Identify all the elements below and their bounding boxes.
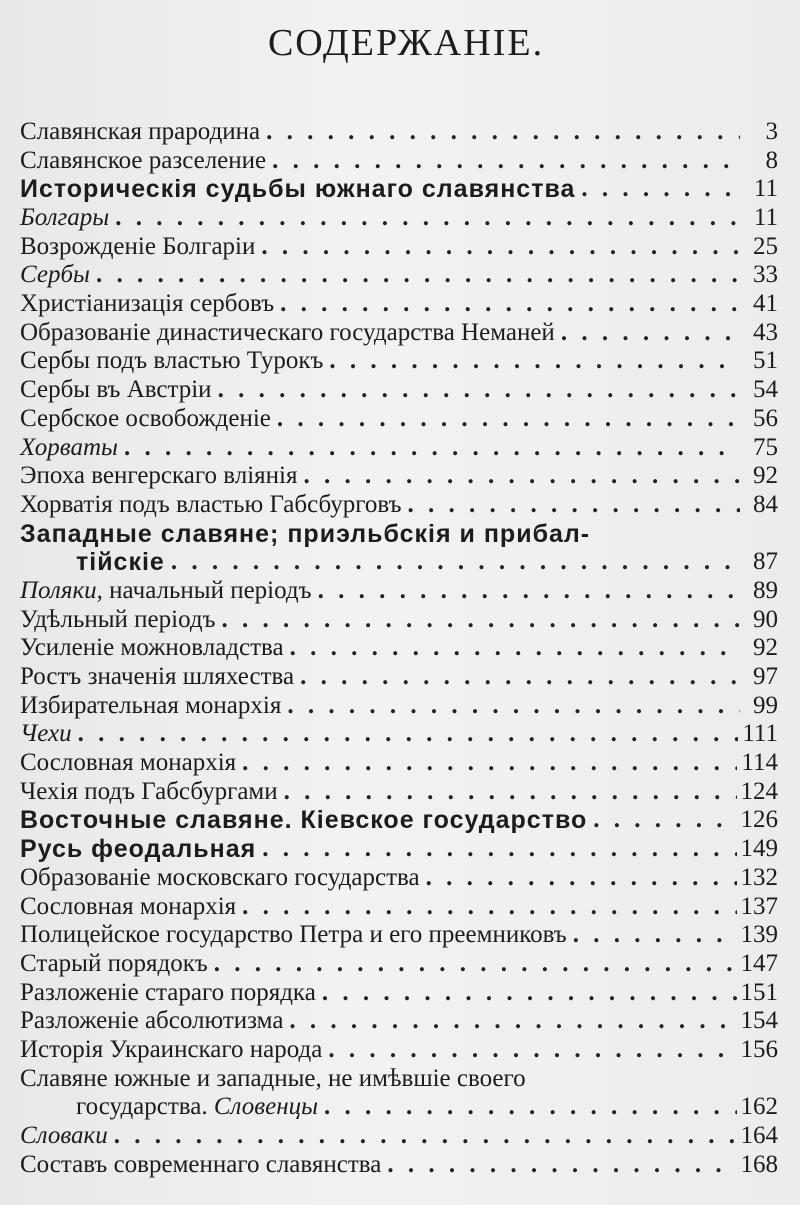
dot-leader bbox=[300, 663, 740, 692]
toc-entry-page-number: 75 bbox=[753, 433, 778, 461]
toc-entry bbox=[20, 663, 778, 692]
toc-entry-label: Сословная монархія bbox=[20, 892, 237, 920]
toc-entry bbox=[20, 175, 778, 204]
toc-entry-page-number: 154 bbox=[740, 1007, 778, 1035]
toc-entry-label: Чехи bbox=[20, 720, 72, 748]
toc-entry-label: Хорватія подъ властью Габсбурговъ bbox=[20, 490, 402, 518]
toc-entry bbox=[20, 577, 778, 606]
toc-entry-label: Восточные славяне. Кіевское государство bbox=[20, 806, 588, 835]
toc-entry-page-number: 54 bbox=[753, 376, 778, 404]
toc-entry-page-number: 92 bbox=[753, 462, 778, 490]
dot-leader bbox=[304, 462, 741, 491]
toc-entry-label: Сербское освобожденіе bbox=[20, 404, 271, 432]
toc-entry bbox=[20, 147, 778, 176]
toc-entry-label: Христіанизація сербовъ bbox=[20, 290, 275, 318]
table-of-contents bbox=[20, 118, 778, 1179]
toc-entry-page-number: 162 bbox=[740, 1093, 778, 1121]
dot-leader bbox=[124, 434, 740, 463]
toc-entry-label: Западные славяне; приэльбскія и прибал- bbox=[20, 519, 591, 548]
toc-entry bbox=[20, 634, 778, 663]
toc-entry bbox=[20, 462, 778, 491]
toc-entry-page-number: 43 bbox=[753, 318, 778, 346]
toc-entry bbox=[20, 1036, 778, 1065]
toc-entry-page-number: 92 bbox=[753, 634, 778, 662]
toc-entry bbox=[20, 233, 778, 262]
dot-leader bbox=[96, 261, 740, 290]
dot-leader bbox=[222, 606, 740, 635]
toc-entry-page-number: 124 bbox=[740, 777, 778, 805]
toc-entry-page-number: 126 bbox=[740, 806, 778, 834]
dot-leader bbox=[328, 1036, 736, 1065]
toc-entry bbox=[20, 204, 778, 233]
toc-entry-label: Славянская прародина bbox=[20, 117, 261, 145]
dot-leader bbox=[329, 347, 740, 376]
dot-leader bbox=[261, 233, 740, 262]
toc-entry-label: Эпоха венгерскаго вліянія bbox=[20, 462, 298, 490]
dot-leader bbox=[593, 806, 736, 835]
toc-entry bbox=[20, 434, 778, 463]
toc-entry-page-number: 51 bbox=[753, 347, 778, 375]
dot-leader bbox=[408, 491, 740, 520]
toc-entry-label-continued: государства. Словенцы bbox=[76, 1093, 319, 1121]
toc-entry bbox=[20, 606, 778, 635]
dot-leader bbox=[262, 835, 736, 864]
toc-entry bbox=[20, 893, 778, 922]
toc-entry-label: Удѣльный періодъ bbox=[20, 605, 216, 633]
dot-leader bbox=[78, 720, 739, 749]
toc-entry-page-number: 114 bbox=[741, 749, 778, 777]
toc-entry-label: Поляки, начальный періодъ bbox=[20, 576, 312, 604]
toc-entry-page-number: 89 bbox=[753, 576, 778, 604]
dot-leader bbox=[171, 548, 740, 577]
toc-entry-label-italic: Словенцы bbox=[213, 1093, 319, 1121]
toc-entry-page-number: 99 bbox=[753, 691, 778, 719]
dot-leader bbox=[322, 979, 737, 1008]
toc-entry-page-number: 87 bbox=[753, 548, 778, 576]
toc-entry bbox=[20, 778, 778, 807]
toc-entry-page-number: 151 bbox=[740, 978, 778, 1006]
dot-leader bbox=[242, 749, 737, 778]
toc-entry bbox=[20, 1122, 778, 1151]
toc-entry bbox=[20, 319, 778, 348]
toc-entry-label: Разложеніе стараго порядка bbox=[20, 978, 316, 1006]
dot-leader bbox=[277, 405, 740, 434]
toc-entry-label: Разложеніе абсолютизма bbox=[20, 1007, 284, 1035]
toc-entry bbox=[20, 405, 778, 434]
dot-leader bbox=[426, 864, 737, 893]
toc-entry-label: Возрожденіе Болгаріи bbox=[20, 232, 256, 260]
toc-entry-page-number: 11 bbox=[753, 204, 778, 232]
toc-entry bbox=[20, 348, 778, 377]
toc-entry-page-number: 139 bbox=[740, 921, 778, 949]
page-title: СОДЕРЖАНIЕ. bbox=[267, 22, 545, 64]
toc-entry-page-number: 3 bbox=[765, 117, 778, 145]
toc-entry-label: Сербы въ Австріи bbox=[20, 376, 212, 404]
toc-entry bbox=[20, 261, 778, 290]
dot-leader bbox=[214, 950, 737, 979]
toc-entry-page-number: 41 bbox=[753, 290, 778, 318]
toc-entry bbox=[20, 692, 778, 721]
toc-entry-label: Образованіе московскаго государства bbox=[20, 863, 420, 891]
toc-entry bbox=[20, 1151, 778, 1180]
toc-entry-page-number: 132 bbox=[740, 863, 778, 891]
toc-entry-page-number: 97 bbox=[753, 663, 778, 691]
toc-entry-page-number: 149 bbox=[740, 835, 778, 863]
toc-entry-label: Исторія Украинскаго народа bbox=[20, 1035, 323, 1063]
toc-entry bbox=[20, 864, 778, 893]
dot-leader bbox=[581, 175, 740, 204]
toc-entry-page-number: 156 bbox=[740, 1035, 778, 1063]
dot-leader bbox=[573, 921, 737, 950]
toc-entry-continuation bbox=[20, 1093, 778, 1122]
dot-leader bbox=[218, 376, 740, 405]
toc-entry-label: Болгары bbox=[20, 204, 110, 232]
dot-leader bbox=[242, 893, 736, 922]
toc-entry-label: Хорваты bbox=[20, 433, 118, 461]
toc-entry-page-number: 147 bbox=[740, 949, 778, 977]
toc-entry-page-number: 33 bbox=[753, 261, 778, 289]
toc-entry-label: Сербы подъ властью Турокъ bbox=[20, 347, 324, 375]
toc-entry-label: Усиленіе можновладства bbox=[20, 634, 284, 662]
toc-entry-continuation bbox=[20, 548, 778, 577]
toc-entry-label: Словаки bbox=[20, 1122, 108, 1150]
toc-entry bbox=[20, 491, 778, 520]
toc-entry bbox=[20, 118, 778, 147]
toc-entry-page-number: 25 bbox=[753, 232, 778, 260]
dot-leader bbox=[318, 577, 740, 606]
toc-entry-page-number: 56 bbox=[753, 404, 778, 432]
dot-leader bbox=[324, 1093, 736, 1122]
toc-entry bbox=[20, 520, 778, 577]
toc-entry-label-continued: тійскіе bbox=[76, 548, 165, 577]
toc-entry-page-number: 84 bbox=[753, 490, 778, 518]
dot-leader bbox=[290, 634, 740, 663]
toc-entry bbox=[20, 749, 778, 778]
toc-entry-page-number: 90 bbox=[753, 605, 778, 633]
toc-entry-label: Старый порядокъ bbox=[20, 949, 208, 977]
toc-entry bbox=[20, 1065, 778, 1122]
toc-entry-page-number: 8 bbox=[765, 146, 778, 174]
toc-entry-page-number: 11 bbox=[753, 175, 778, 203]
toc-entry-page-number: 164 bbox=[740, 1122, 778, 1150]
dot-leader bbox=[272, 147, 740, 176]
toc-entry bbox=[20, 1007, 778, 1036]
toc-entry-label: Составъ современнаго славянства bbox=[20, 1150, 382, 1178]
dot-leader bbox=[289, 1007, 736, 1036]
dot-leader bbox=[387, 1151, 736, 1180]
toc-entry bbox=[20, 807, 778, 836]
toc-entry-label: Русь феодальная bbox=[20, 835, 257, 864]
toc-entry-label: Чехія подъ Габсбургами bbox=[20, 777, 278, 805]
toc-entry-label: Сословная монархія bbox=[20, 749, 237, 777]
toc-entry-page-number: 137 bbox=[740, 892, 778, 920]
toc-entry-label-italic: Поляки, bbox=[20, 576, 103, 604]
toc-entry bbox=[20, 921, 778, 950]
dot-leader bbox=[115, 204, 740, 233]
toc-entry bbox=[20, 376, 778, 405]
toc-entry-label: Полицейское государство Петра и его преемниковъ bbox=[20, 921, 567, 949]
toc-entry-label: Избирательная монархія bbox=[20, 691, 282, 719]
dot-leader bbox=[287, 692, 740, 721]
dot-leader bbox=[561, 319, 740, 348]
toc-entry-label: Славяне южные и западные, не имѣвшіе своего bbox=[20, 1064, 526, 1092]
toc-entry bbox=[20, 950, 778, 979]
toc-entry-label: Ростъ значенія шляхества bbox=[20, 663, 295, 691]
toc-entry bbox=[20, 979, 778, 1008]
toc-entry-label: Образованіе династическаго государства Неманей bbox=[20, 318, 555, 346]
toc-entry bbox=[20, 290, 778, 319]
toc-entry-label: Славянское разселение bbox=[20, 146, 267, 174]
toc-entry-label: Сербы bbox=[20, 261, 90, 289]
toc-entry bbox=[20, 835, 778, 864]
toc-entry-page-number: 168 bbox=[740, 1150, 778, 1178]
toc-entry-page-number: 111 bbox=[742, 720, 778, 748]
dot-leader bbox=[114, 1122, 737, 1151]
dot-leader bbox=[284, 778, 737, 807]
toc-entry bbox=[20, 720, 778, 749]
dot-leader bbox=[266, 118, 740, 147]
dot-leader bbox=[280, 290, 740, 319]
toc-entry-label: Историческія судьбы южнаго славянства bbox=[20, 175, 576, 204]
